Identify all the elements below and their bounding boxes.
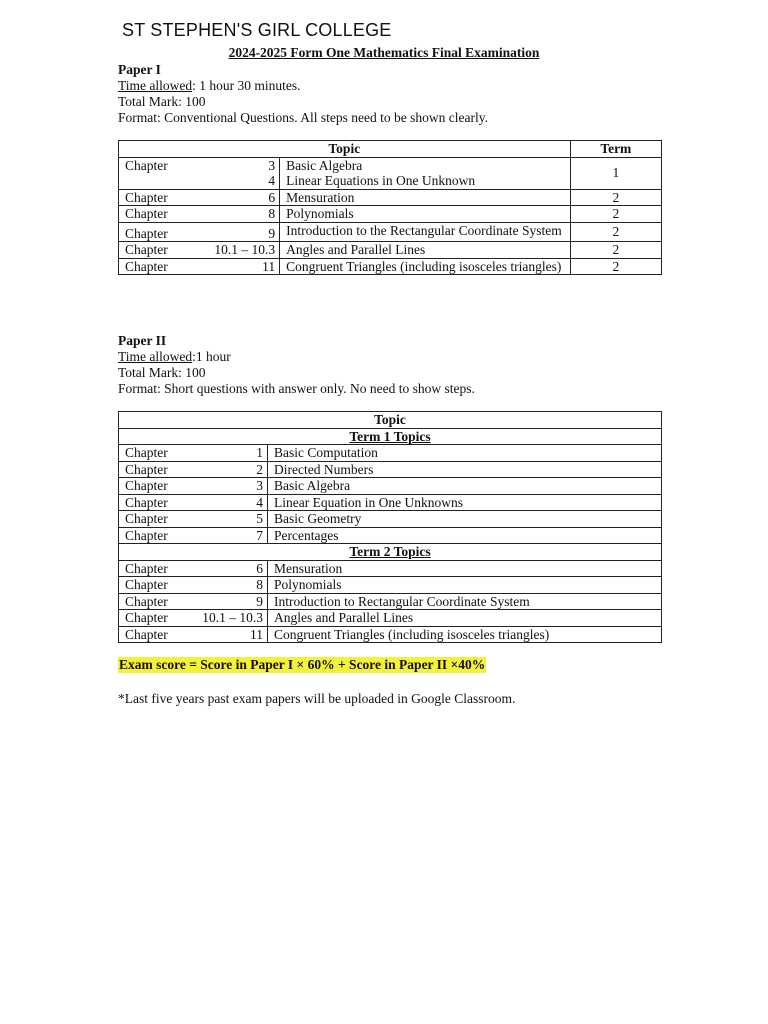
topic-cell: Directed Numbers bbox=[268, 461, 662, 478]
exam-score-formula: Exam score = Score in Paper I × 60% + Score in Paper II ×40% bbox=[119, 657, 486, 672]
chapter-label: Chapter bbox=[119, 494, 188, 511]
term1-section-header bbox=[119, 428, 662, 445]
chapter-label: Chapter bbox=[119, 593, 188, 610]
chapter-label: Chapter bbox=[119, 157, 189, 173]
school-name: ST STEPHEN'S GIRL COLLEGE bbox=[122, 20, 392, 40]
topic-cell: Basic Algebra bbox=[280, 157, 570, 173]
section-row bbox=[119, 544, 662, 561]
topic-cell: Basic Algebra bbox=[268, 478, 662, 495]
chapter-label: Chapter bbox=[119, 445, 188, 462]
past-papers-note: *Last five years past exam papers will be uploaded in Google Classroom. bbox=[118, 691, 516, 706]
table-row bbox=[119, 610, 662, 627]
paper2-heading: Paper II bbox=[118, 333, 167, 348]
topic-cell: Polynomials bbox=[280, 206, 570, 223]
paper2-total-mark: Total Mark: 100 bbox=[118, 365, 206, 380]
topic-cell: Basic Geometry bbox=[268, 511, 662, 528]
chapter-label: Chapter bbox=[119, 527, 188, 544]
table-row bbox=[119, 242, 662, 259]
term-cell: 2 bbox=[570, 189, 661, 206]
table-row bbox=[119, 527, 662, 544]
paper1-time-value: : 1 hour 30 minutes. bbox=[192, 78, 301, 93]
term1-section-label: Term 1 Topics bbox=[349, 428, 431, 444]
term-header: Term bbox=[570, 141, 661, 158]
chapter-label: Chapter bbox=[119, 222, 189, 242]
table-row bbox=[119, 222, 662, 242]
chapter-label: Chapter bbox=[119, 461, 188, 478]
chapter-label: Chapter bbox=[119, 206, 189, 223]
topic-cell: Congruent Triangles (including isosceles triangles) bbox=[268, 626, 662, 643]
paper1-info bbox=[118, 62, 488, 126]
table-row bbox=[119, 206, 662, 223]
paper2-time-label: Time allowed bbox=[118, 349, 193, 364]
topic-cell: Mensuration bbox=[280, 189, 570, 206]
chapter-label: Chapter bbox=[119, 478, 188, 495]
chapter-label: Chapter bbox=[119, 577, 188, 594]
topic-cell: Mensuration bbox=[268, 560, 662, 577]
chapter-number: 9 bbox=[187, 593, 268, 610]
chapter-label: Chapter bbox=[119, 560, 188, 577]
chapter-label: Chapter bbox=[119, 242, 189, 259]
chapter-label: Chapter bbox=[119, 258, 189, 275]
term-cell: 2 bbox=[570, 222, 661, 242]
term-cell: 2 bbox=[570, 242, 661, 259]
chapter-number: 3 bbox=[189, 157, 280, 173]
chapter-number: 7 bbox=[187, 527, 268, 544]
chapter-label: Chapter bbox=[119, 610, 188, 627]
topic-cell: Congruent Triangles (including isosceles triangles) bbox=[280, 258, 570, 275]
topic-cell: Introduction to Rectangular Coordinate System bbox=[268, 593, 662, 610]
chapter-label: Chapter bbox=[119, 189, 189, 206]
table-header-row bbox=[119, 141, 662, 158]
chapter-number: 6 bbox=[187, 560, 268, 577]
table-row bbox=[119, 593, 662, 610]
term-cell: 1 bbox=[570, 157, 661, 189]
table-row bbox=[119, 258, 662, 275]
term-cell: 2 bbox=[570, 206, 661, 223]
table-row bbox=[119, 189, 662, 206]
paper1-time-label: Time allowed bbox=[118, 78, 193, 93]
exam-title: 2024-2025 Form One Mathematics Final Examination bbox=[228, 45, 540, 60]
topic-cell: Basic Computation bbox=[268, 445, 662, 462]
paper2-time bbox=[118, 349, 475, 365]
term-cell: 2 bbox=[570, 258, 661, 275]
table-row bbox=[119, 511, 662, 528]
topic-header: Topic bbox=[119, 412, 662, 429]
chapter-number: 11 bbox=[189, 258, 280, 275]
paper1-heading: Paper I bbox=[118, 62, 161, 77]
chapter-label: Chapter bbox=[119, 511, 188, 528]
topic-cell: Percentages bbox=[268, 527, 662, 544]
chapter-number: 5 bbox=[187, 511, 268, 528]
topic-cell: Linear Equation in One Unknowns bbox=[268, 494, 662, 511]
paper1-format: Format: Conventional Questions. All steps need to be shown clearly. bbox=[118, 110, 488, 125]
table-row bbox=[119, 577, 662, 594]
term2-section-header bbox=[119, 544, 662, 561]
chapter-number: 8 bbox=[189, 206, 280, 223]
table-row bbox=[119, 445, 662, 462]
chapter-number: 9 bbox=[189, 222, 280, 242]
chapter-number: 2 bbox=[187, 461, 268, 478]
chapter-number: 3 bbox=[187, 478, 268, 495]
table-row bbox=[119, 494, 662, 511]
table-row bbox=[119, 478, 662, 495]
term2-section-label: Term 2 Topics bbox=[349, 544, 431, 559]
paper2-info bbox=[118, 333, 475, 397]
paper1-topic-table bbox=[118, 140, 662, 275]
chapter-number: 8 bbox=[187, 577, 268, 594]
chapter-number: 4 bbox=[189, 173, 280, 189]
section-row bbox=[119, 428, 662, 445]
chapter-number: 1 bbox=[187, 445, 268, 462]
chapter-number: 6 bbox=[189, 189, 280, 206]
table-header-row bbox=[119, 412, 662, 429]
table-row bbox=[119, 626, 662, 643]
paper2-time-value: :1 hour bbox=[192, 349, 231, 364]
topic-cell: Introduction to the Rectangular Coordinate System bbox=[280, 222, 570, 242]
table-row bbox=[119, 560, 662, 577]
topic-cell: Angles and Parallel Lines bbox=[268, 610, 662, 627]
table-row bbox=[119, 157, 662, 173]
paper1-total-mark: Total Mark: 100 bbox=[118, 94, 206, 109]
chapter-label: Chapter bbox=[119, 626, 188, 643]
paper2-format: Format: Short questions with answer only. No need to show steps. bbox=[118, 381, 475, 396]
topic-header: Topic bbox=[119, 141, 571, 158]
topic-cell: Polynomials bbox=[268, 577, 662, 594]
table-row bbox=[119, 461, 662, 478]
chapter-number: 11 bbox=[187, 626, 268, 643]
chapter-label bbox=[119, 173, 189, 189]
chapter-number: 10.1 – 10.3 bbox=[187, 610, 268, 627]
chapter-number: 10.1 – 10.3 bbox=[189, 242, 280, 259]
topic-cell: Linear Equations in One Unknown bbox=[280, 173, 570, 189]
paper1-time bbox=[118, 78, 488, 94]
topic-cell: Angles and Parallel Lines bbox=[280, 242, 570, 259]
paper2-topic-table bbox=[118, 411, 662, 643]
chapter-number: 4 bbox=[187, 494, 268, 511]
